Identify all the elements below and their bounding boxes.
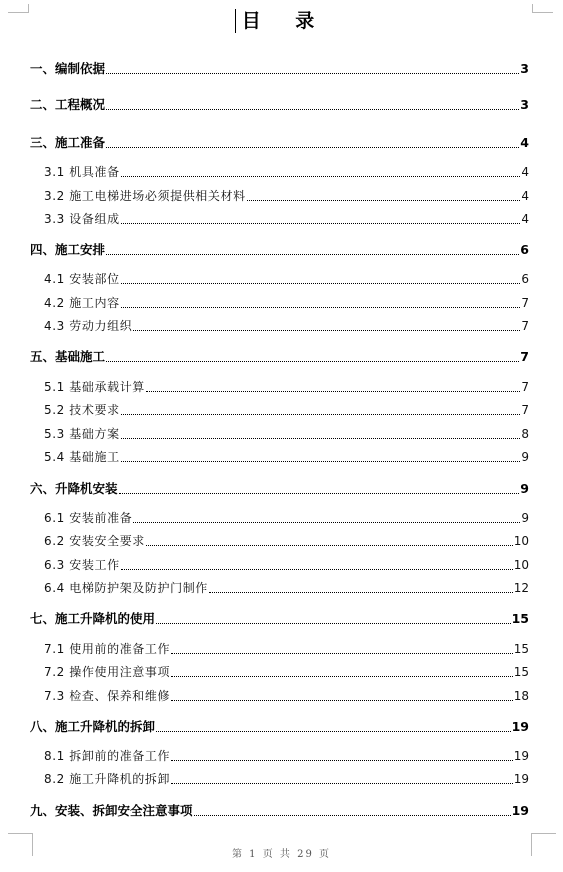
toc-entry-label: 8.1 拆卸前的准备工作	[44, 749, 171, 763]
toc-chapter-entry[interactable]	[30, 609, 529, 627]
toc-page-number: 4	[521, 189, 529, 203]
toc-entry-label: 6.3 安装工作	[44, 558, 120, 572]
dot-leader	[121, 282, 521, 284]
toc-page-number: 7	[521, 296, 529, 310]
toc-section-entry[interactable]	[44, 770, 529, 787]
dot-leader	[121, 175, 521, 177]
toc-entry-label: 一、编制依据	[30, 61, 106, 76]
dot-leader	[106, 360, 519, 362]
toc-entry-label: 8.2 施工升降机的拆卸	[44, 772, 171, 786]
toc-entry-label: 7.2 操作使用注意事项	[44, 665, 171, 679]
toc-page-number: 7	[521, 319, 529, 333]
toc-chapter-entry[interactable]	[30, 347, 529, 365]
dot-leader	[247, 199, 521, 201]
dot-leader	[121, 306, 521, 308]
toc-section-entry[interactable]	[44, 687, 529, 704]
dot-leader	[119, 492, 520, 494]
dot-leader	[194, 814, 511, 816]
toc-page-number: 9	[521, 450, 529, 464]
toc-page-number: 19	[513, 772, 529, 786]
dot-leader	[106, 253, 519, 255]
toc-chapter-entry[interactable]	[30, 717, 529, 735]
toc-entry-label: 3.1 机具准备	[44, 165, 120, 179]
dot-leader	[121, 460, 521, 462]
toc-section-entry[interactable]	[44, 747, 529, 764]
toc-section-entry[interactable]	[44, 294, 529, 311]
toc-entry-label: 7.1 使用前的准备工作	[44, 642, 171, 656]
toc-page-number: 4	[520, 135, 529, 150]
toc-section-entry[interactable]	[44, 163, 529, 180]
toc-page-number: 19	[511, 719, 529, 734]
toc-page-number: 3	[520, 97, 529, 112]
toc-entry-label: 二、工程概况	[30, 97, 106, 112]
toc-entry-label: 5.3 基础方案	[44, 427, 120, 441]
toc-page-number: 3	[520, 61, 529, 76]
dot-leader	[171, 759, 513, 761]
dot-leader	[106, 72, 519, 74]
toc-entry-label: 九、安装、拆卸安全注意事项	[30, 803, 193, 818]
toc-section-entry[interactable]	[44, 448, 529, 465]
toc-entry-label: 五、基础施工	[30, 349, 106, 364]
toc-page-number: 10	[513, 534, 529, 548]
dot-leader	[209, 591, 513, 593]
toc-entry-label: 5.2 技术要求	[44, 403, 120, 417]
toc-page-number: 15	[513, 642, 529, 656]
toc-page-number: 7	[521, 380, 529, 394]
dot-leader	[171, 652, 513, 654]
toc-section-entry[interactable]	[44, 579, 529, 596]
dot-leader	[106, 146, 519, 148]
toc-page-number: 12	[513, 581, 529, 595]
toc-page-number: 19	[511, 803, 529, 818]
dot-leader	[121, 568, 513, 570]
toc-page-number: 9	[520, 481, 529, 496]
dot-leader	[171, 675, 513, 677]
toc-section-entry[interactable]	[44, 640, 529, 657]
toc-page-number: 9	[521, 511, 529, 525]
toc-section-entry[interactable]	[44, 401, 529, 418]
toc-page-number: 7	[520, 349, 529, 364]
dot-leader	[156, 622, 511, 624]
toc-page-number: 15	[511, 611, 529, 626]
toc-page-number: 10	[513, 558, 529, 572]
dot-leader	[171, 699, 513, 701]
toc-chapter-entry[interactable]	[30, 479, 529, 497]
toc-entry-label: 4.3 劳动力组织	[44, 319, 133, 333]
toc-entry-label: 六、升降机安装	[30, 481, 118, 496]
toc-title: 目 录	[235, 9, 329, 33]
dot-leader	[121, 437, 521, 439]
toc-section-entry[interactable]	[44, 270, 529, 287]
toc-title-container	[0, 9, 563, 33]
toc-section-entry[interactable]	[44, 317, 529, 334]
toc-entry-label: 3.2 施工电梯进场必须提供相关材料	[44, 189, 246, 203]
toc-entry-label: 3.3 设备组成	[44, 212, 120, 226]
toc-entry-label: 三、施工准备	[30, 135, 106, 150]
toc-entry-label: 四、施工安排	[30, 242, 106, 257]
toc-section-entry[interactable]	[44, 556, 529, 573]
toc-page-number: 19	[513, 749, 529, 763]
dot-leader	[146, 544, 513, 546]
toc-page-number: 4	[521, 165, 529, 179]
toc-section-entry[interactable]	[44, 187, 529, 204]
toc-section-entry[interactable]	[44, 532, 529, 549]
toc-page-number: 6	[521, 272, 529, 286]
toc-section-entry[interactable]	[44, 425, 529, 442]
dot-leader	[121, 222, 521, 224]
dot-leader	[121, 413, 521, 415]
toc-entry-label: 4.2 施工内容	[44, 296, 120, 310]
toc-entry-label: 6.2 安装安全要求	[44, 534, 145, 548]
toc-entry-label: 八、施工升降机的拆卸	[30, 719, 156, 734]
toc-section-entry[interactable]	[44, 663, 529, 680]
toc-entry-label: 6.4 电梯防护架及防护门制作	[44, 581, 208, 595]
toc-page-number: 6	[520, 242, 529, 257]
dot-leader	[146, 390, 520, 392]
toc-entry-label: 7.3 检查、保养和维修	[44, 689, 171, 703]
dot-leader	[156, 730, 511, 732]
toc-section-entry[interactable]	[44, 378, 529, 395]
dot-leader	[133, 521, 520, 523]
toc-page-number: 8	[521, 427, 529, 441]
dot-leader	[133, 329, 520, 331]
toc-entry-label: 4.1 安装部位	[44, 272, 120, 286]
toc-entry-label: 6.1 安装前准备	[44, 511, 133, 525]
toc-entry-label: 5.1 基础承载计算	[44, 380, 145, 394]
toc-section-entry[interactable]	[44, 210, 529, 227]
toc-page-number: 18	[513, 689, 529, 703]
dot-leader	[171, 782, 513, 784]
toc-chapter-entry[interactable]	[30, 95, 529, 113]
toc-page-number: 4	[521, 212, 529, 226]
toc-chapter-entry[interactable]	[30, 133, 529, 151]
toc-chapter-entry[interactable]	[30, 801, 529, 819]
toc-chapter-entry[interactable]	[30, 59, 529, 77]
page-footer: 第 1 页 共 29 页	[232, 849, 331, 860]
toc-chapter-entry[interactable]	[30, 240, 529, 258]
toc-page-number: 7	[521, 403, 529, 417]
toc-section-entry[interactable]	[44, 509, 529, 526]
toc-entry-label: 5.4 基础施工	[44, 450, 120, 464]
toc-page-number: 15	[513, 665, 529, 679]
dot-leader	[106, 108, 519, 110]
toc-entry-label: 七、施工升降机的使用	[30, 611, 156, 626]
